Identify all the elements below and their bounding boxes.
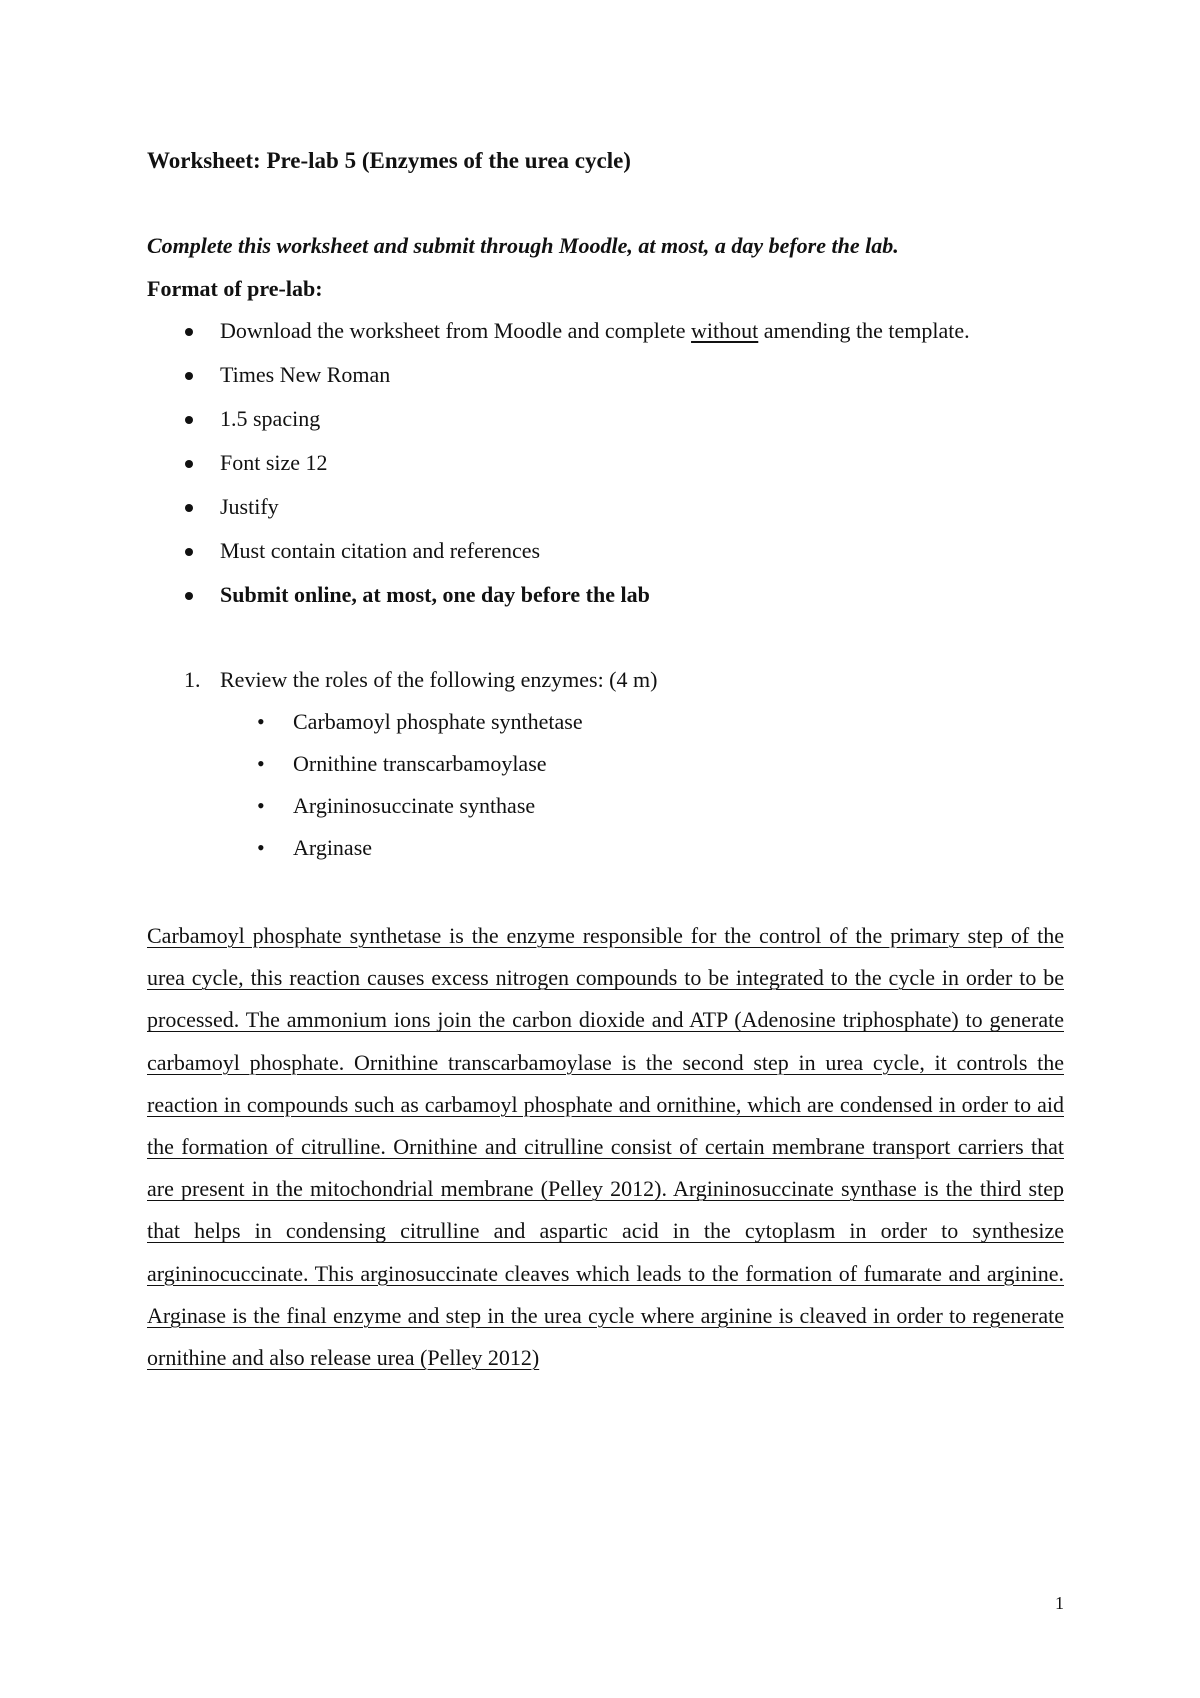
worksheet-title: Worksheet: Pre-lab 5 (Enzymes of the urea cycle) xyxy=(147,148,631,173)
enzyme-item xyxy=(147,749,1087,791)
bullet-icon xyxy=(185,372,193,380)
format-list xyxy=(147,316,1087,624)
bullet-icon xyxy=(185,504,193,512)
format-item-download-underlined: without xyxy=(691,318,759,343)
bullet-icon xyxy=(185,548,193,556)
answer-paragraph: Carbamoyl phosphate synthetase is the enzyme responsible for the control of the primary step of the urea cycle, this reaction causes excess nitrogen compounds to be integrated to the cycle in order to be processed. The ammonium ions join the carbon dioxide and ATP (Adenosine triphosphate) to generate carbamoyl phosphate. Ornithine transcarbamoylase is the second step in urea cycle, it controls the reaction in compounds such as carbamoyl phosphate and ornithine, which are condensed in order to aid the formation of citrulline. Ornithine and citrulline consist of certain membrane transport carriers that are present in the mitochondrial membrane (Pelley 2012). Argininosuccinate synthase is the third step that helps in condensing citrulline and aspartic acid in the cytoplasm in order to synthesize argininocuccinate. This arginosuccinate cleaves which leads to the formation of fumarate and arginine. Arginase is the final enzyme and step in the urea cycle where arginine is cleaved in order to regenerate ornithine and also release urea (Pelley 2012) xyxy=(147,923,1064,1371)
bullet-icon xyxy=(185,328,193,336)
bullet-icon: • xyxy=(257,751,265,776)
format-item-submit xyxy=(147,580,1087,624)
format-item-spacing-label: 1.5 spacing xyxy=(220,406,321,431)
format-item-submit-label: Submit online, at most, one day before the lab xyxy=(220,582,650,607)
question-text: Review the roles of the following enzymes: (4 m) xyxy=(220,667,658,692)
bullet-icon: • xyxy=(257,709,265,734)
format-item-font-size-label: Font size 12 xyxy=(220,450,328,475)
page-number: 1 xyxy=(1055,1593,1064,1613)
format-item-citation-label: Must contain citation and references xyxy=(220,538,541,563)
format-item-download-after: amending the template. xyxy=(758,318,970,343)
format-item-justify-label: Justify xyxy=(220,494,279,519)
enzyme-item xyxy=(147,707,1087,749)
format-item-download xyxy=(147,316,1087,360)
format-item-font-size xyxy=(147,448,1087,492)
format-item-spacing xyxy=(147,404,1087,448)
enzyme-label: Argininosuccinate synthase xyxy=(293,793,536,818)
format-item-justify xyxy=(147,492,1087,536)
enzyme-label: Carbamoyl phosphate synthetase xyxy=(293,709,583,734)
bullet-icon xyxy=(185,416,193,424)
enzyme-item xyxy=(147,791,1087,833)
enzyme-label: Arginase xyxy=(293,835,373,860)
enzyme-label: Ornithine transcarbamoylase xyxy=(293,751,547,776)
format-item-download-before: Download the worksheet from Moodle and complete xyxy=(220,318,692,343)
bullet-icon: • xyxy=(257,835,265,860)
question-line xyxy=(147,665,1087,695)
format-item-font-label: Times New Roman xyxy=(220,362,391,387)
bullet-icon xyxy=(185,592,193,600)
question-number: 1. xyxy=(184,667,201,692)
format-heading: Format of pre-lab: xyxy=(147,276,323,301)
question-1 xyxy=(147,665,1087,875)
bullet-icon xyxy=(185,460,193,468)
bullet-icon: • xyxy=(257,793,265,818)
enzyme-list xyxy=(147,707,1087,875)
enzyme-item xyxy=(147,833,1087,875)
submission-instruction: Complete this worksheet and submit through Moodle, at most, a day before the lab. xyxy=(147,233,899,258)
format-item-font xyxy=(147,360,1087,404)
format-item-citation xyxy=(147,536,1087,580)
